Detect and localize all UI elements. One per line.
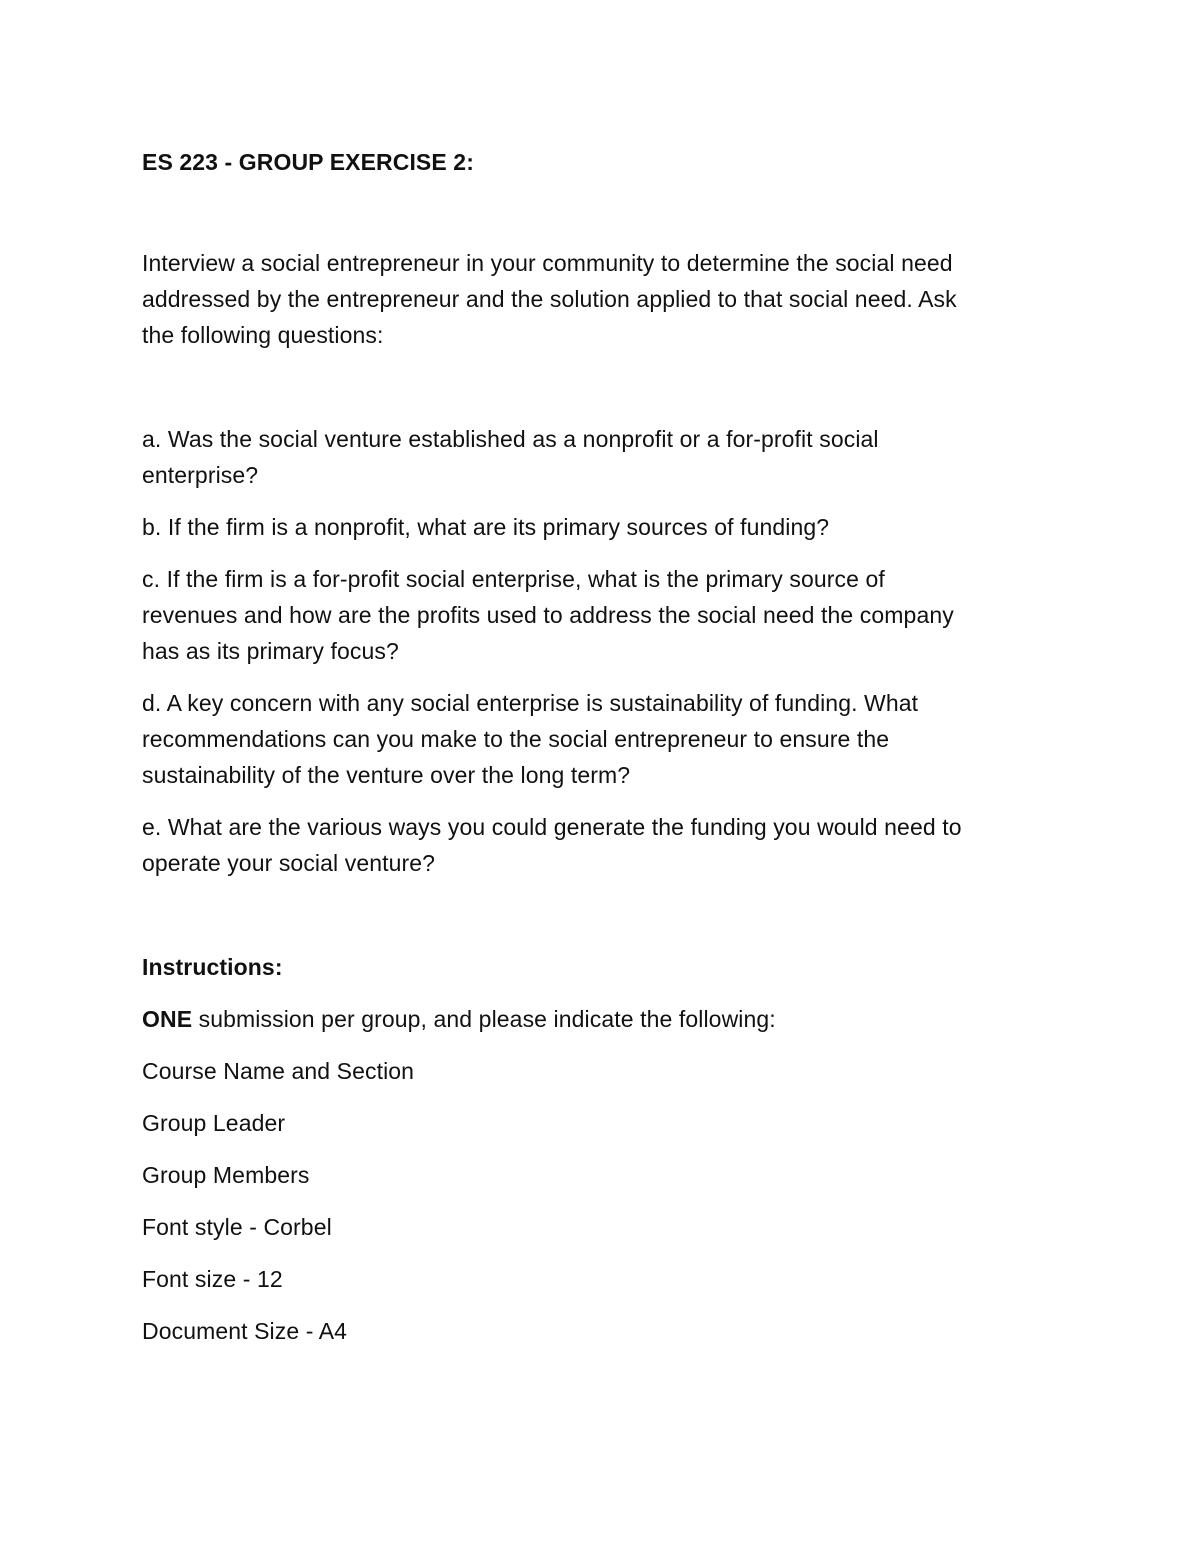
instruction-item: Group Members <box>142 1162 310 1188</box>
intro-line: addressed by the entrepreneur and the solution applied to that social need. Ask <box>142 286 957 312</box>
instruction-item: Group Leader <box>142 1110 286 1136</box>
question-line: b. If the firm is a nonprofit, what are its primary sources of funding? <box>142 514 830 540</box>
question-line: a. Was the social venture established as a nonprofit or a for-profit social <box>142 426 879 452</box>
document-title: ES 223 - GROUP EXERCISE 2: <box>142 149 474 175</box>
question-line: sustainability of the venture over the long term? <box>142 762 631 788</box>
question-line: recommendations can you make to the social entrepreneur to ensure the <box>142 726 890 752</box>
question-line: e. What are the various ways you could generate the funding you would need to <box>142 814 962 840</box>
submission-text: submission per group, and please indicate the following: <box>192 1006 776 1032</box>
question-line: enterprise? <box>142 462 259 488</box>
instructions-heading: Instructions: <box>142 954 283 980</box>
instruction-item: Font size - 12 <box>142 1266 283 1292</box>
instruction-item: Font style - Corbel <box>142 1214 332 1240</box>
submission-line <box>142 1001 776 1037</box>
instruction-item: Document Size - A4 <box>142 1318 348 1344</box>
question-line: d. A key concern with any social enterprise is sustainability of funding. What <box>142 690 919 716</box>
question-line: has as its primary focus? <box>142 638 399 664</box>
question-line: revenues and how are the profits used to address the social need the company <box>142 602 954 628</box>
instruction-item: Course Name and Section <box>142 1058 415 1084</box>
submission-emphasis: ONE <box>142 1006 193 1032</box>
intro-line: the following questions: <box>142 322 384 348</box>
question-line: operate your social venture? <box>142 850 436 876</box>
intro-line: Interview a social entrepreneur in your community to determine the social need <box>142 250 953 276</box>
question-line: c. If the firm is a for-profit social enterprise, what is the primary source of <box>142 566 885 592</box>
